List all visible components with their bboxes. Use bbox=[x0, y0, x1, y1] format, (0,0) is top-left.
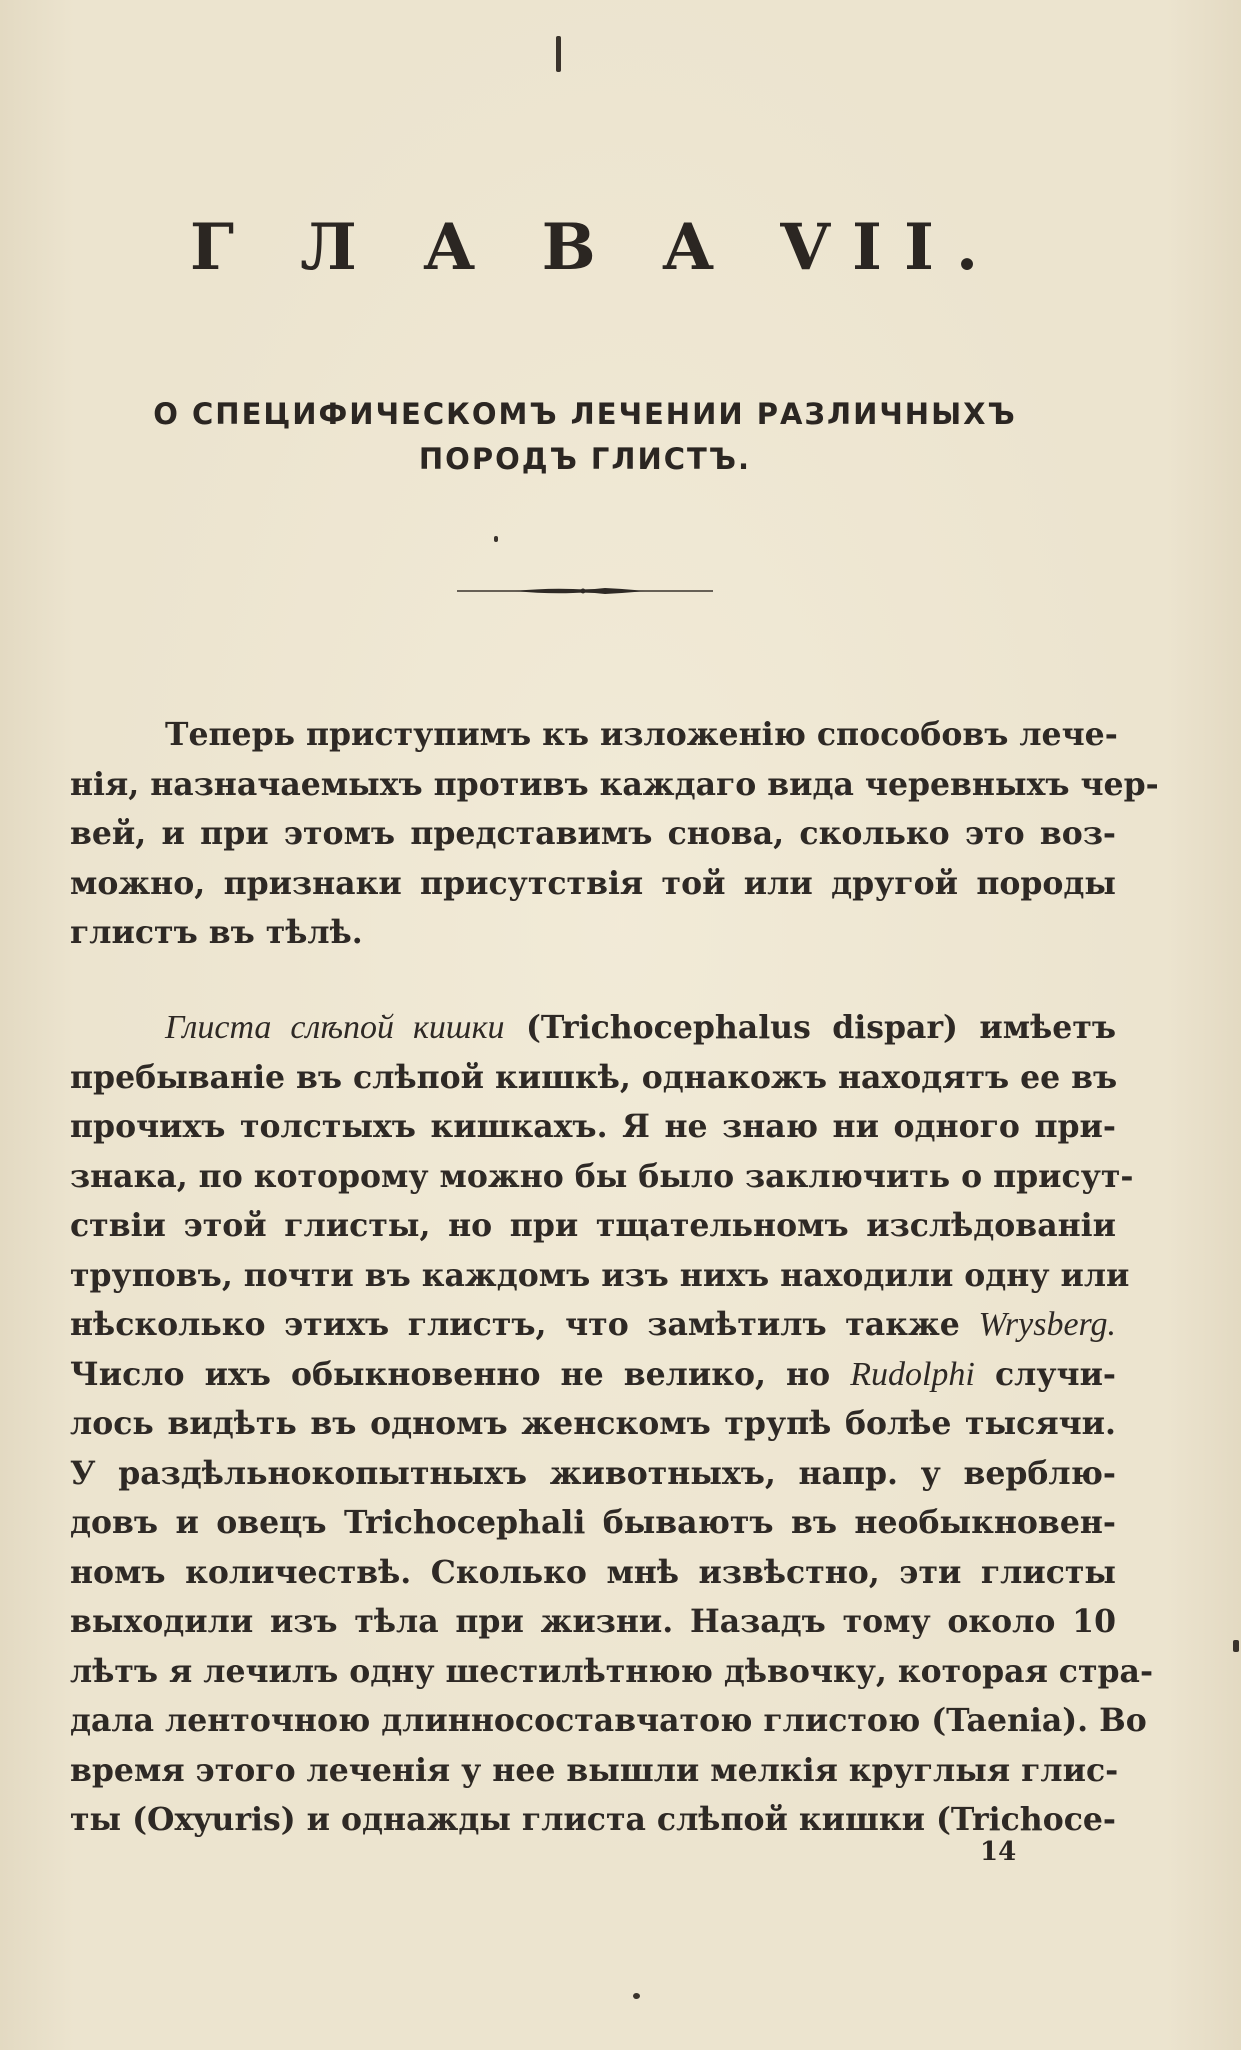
text-line: можно, признаки присутствія той или другой породы bbox=[70, 864, 1116, 902]
paragraph-intro bbox=[70, 710, 1159, 958]
text-line: ствіи этой глисты, но при тщательномъ изслѣдованіи bbox=[70, 1207, 1116, 1244]
text-line: время этого леченія у нее вышли мелкія круглыя глис- bbox=[70, 1751, 1119, 1789]
text-line: нія, назначаемыхъ противъ каждаго вида черевныхъ чер- bbox=[70, 765, 1159, 803]
text-line: прочихъ толстыхъ кишкахъ. Я не знаю ни одного при- bbox=[70, 1108, 1116, 1145]
text-line bbox=[70, 1300, 1116, 1350]
ink-mark bbox=[556, 36, 561, 72]
text-line: лѣтъ я лечилъ одну шестилѣтнюю дѣвочку, которая стра- bbox=[70, 1652, 1154, 1690]
text-line: глистъ въ тѣлѣ. bbox=[70, 914, 363, 951]
text-line: лось видѣть въ одномъ женскомъ трупѣ болѣе тысячи. bbox=[70, 1405, 1116, 1442]
chapter-subtitle bbox=[120, 392, 1050, 482]
signature-mark: 14 bbox=[980, 1837, 1017, 1867]
text-fragment: (Trichocephalus dispar) имѣетъ bbox=[504, 1009, 1117, 1046]
text-fragment: нѣсколько этихъ глистъ, что замѣтилъ также bbox=[70, 1306, 979, 1343]
text-line bbox=[70, 1003, 1116, 1053]
paragraph-trichocephalus bbox=[70, 1003, 1154, 1845]
text-line bbox=[70, 1350, 1116, 1400]
text-line: Теперь приступимъ къ изложенію способовъ лече- bbox=[165, 716, 1118, 753]
ink-dot bbox=[633, 1993, 640, 1999]
author-name: Wrysberg. bbox=[978, 1306, 1116, 1343]
author-name: Rudolphi bbox=[850, 1355, 975, 1393]
ink-dot bbox=[494, 536, 498, 542]
ornament-rule bbox=[455, 585, 715, 597]
subtitle-line: ПОРОДЪ ГЛИСТЪ. bbox=[418, 442, 752, 476]
text-line: ты (Oxyuris) и однажды глиста слѣпой кишки (Trichoce- bbox=[70, 1801, 1116, 1838]
italic-term: Глиста слѣпой кишки bbox=[165, 1009, 505, 1046]
text-line: довъ и овецъ Trichocephali бываютъ въ необыкновен- bbox=[70, 1504, 1116, 1541]
text-line: вей, и при этомъ представимъ снова, сколько это воз- bbox=[70, 815, 1116, 852]
text-line: пребываніе въ слѣпой кишкѣ, однакожъ находятъ ее въ bbox=[70, 1058, 1118, 1096]
text-fragment: Число ихъ обыкновенно не велико, но bbox=[70, 1355, 851, 1393]
text-line: У раздѣльнокопытныхъ животныхъ, напр. у верблю- bbox=[70, 1454, 1116, 1492]
text-line: номъ количествѣ. Сколько мнѣ извѣстно, эти глисты bbox=[70, 1553, 1116, 1591]
chapter-title: Г Л А В А VII. bbox=[189, 210, 1001, 285]
text-line: выходили изъ тѣла при жизни. Назадъ тому около 10 bbox=[70, 1603, 1116, 1640]
text-line: дала ленточною длинносоставчатою глистою (Taenia). Во bbox=[70, 1702, 1147, 1739]
text-line: труповъ, почти въ каждомъ изъ нихъ находили одну или bbox=[70, 1256, 1130, 1294]
text-fragment: случи- bbox=[974, 1355, 1117, 1393]
subtitle-line: О СПЕЦИФИЧЕСКОМЪ ЛЕЧЕНИИ РАЗЛИЧНЫХЪ bbox=[153, 397, 1017, 431]
ink-dot bbox=[1233, 1640, 1239, 1652]
text-line: знака, по которому можно бы было заключить о присут- bbox=[70, 1157, 1134, 1195]
